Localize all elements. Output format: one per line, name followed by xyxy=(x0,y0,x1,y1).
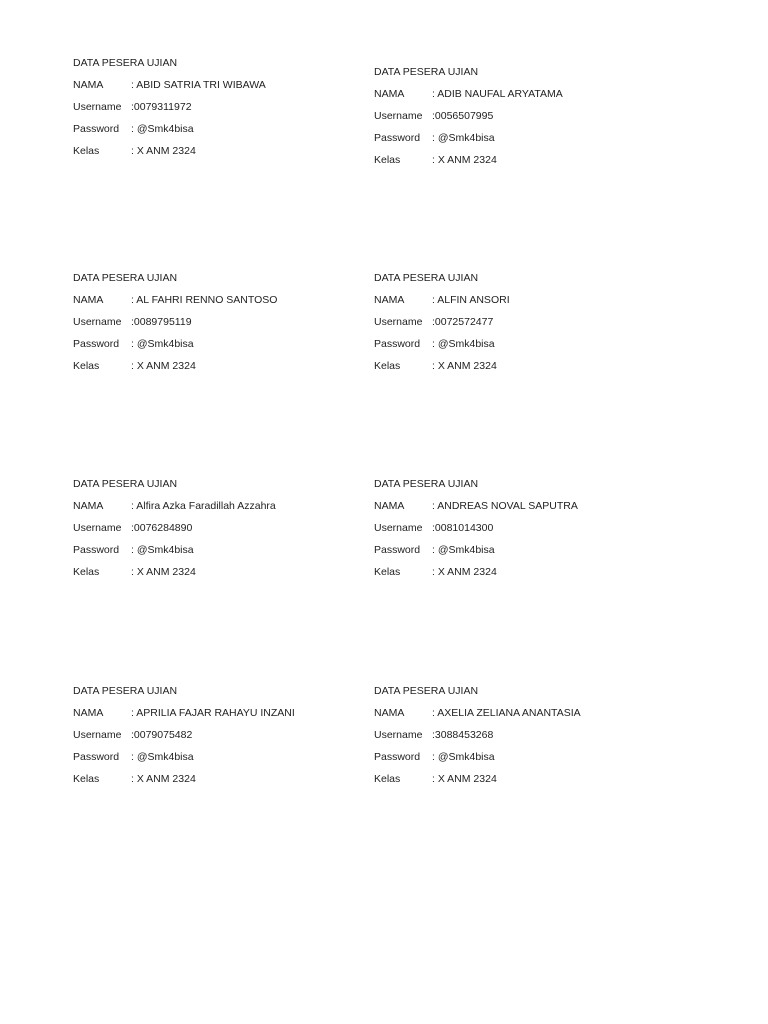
kelas-row xyxy=(374,768,674,790)
username-row xyxy=(374,105,674,127)
nama-label: NAMA xyxy=(374,88,405,100)
nama-row xyxy=(73,702,373,724)
nama-value: : ANDREAS NOVAL SAPUTRA xyxy=(432,500,578,512)
nama-value: : APRILIA FAJAR RAHAYU INZANI xyxy=(131,707,295,719)
kelas-value: : X ANM 2324 xyxy=(432,154,497,166)
kelas-value: : X ANM 2324 xyxy=(131,773,196,785)
username-label: Username xyxy=(374,110,423,122)
kelas-row xyxy=(73,355,373,377)
nama-value: : ALFIN ANSORI xyxy=(432,294,510,306)
exam-participant-card xyxy=(374,680,674,790)
card-title: DATA PESERA UJIAN xyxy=(374,272,479,284)
kelas-label: Kelas xyxy=(374,154,401,166)
nama-value: : ADIB NAUFAL ARYATAMA xyxy=(432,88,563,100)
nama-row xyxy=(73,495,373,517)
exam-participant-card xyxy=(73,267,373,377)
password-label: Password xyxy=(374,544,421,556)
kelas-label: Kelas xyxy=(73,773,100,785)
username-row xyxy=(73,96,373,118)
card-title: DATA PESERA UJIAN xyxy=(73,685,178,697)
username-label: Username xyxy=(73,101,122,113)
nama-value: : Alfira Azka Faradillah Azzahra xyxy=(131,500,276,512)
nama-label: NAMA xyxy=(73,79,104,91)
nama-row xyxy=(73,74,373,96)
kelas-value: : X ANM 2324 xyxy=(432,360,497,372)
username-value: :0079311972 xyxy=(131,101,192,113)
username-value: :0079075482 xyxy=(131,729,193,741)
nama-row xyxy=(374,289,674,311)
kelas-row xyxy=(374,561,674,583)
kelas-row xyxy=(374,149,674,171)
nama-row xyxy=(374,83,674,105)
username-label: Username xyxy=(374,522,423,534)
kelas-value: : X ANM 2324 xyxy=(432,566,497,578)
password-label: Password xyxy=(73,338,120,350)
password-row xyxy=(73,333,373,355)
password-value: : @Smk4bisa xyxy=(131,338,194,350)
nama-value: : ABID SATRIA TRI WIBAWA xyxy=(131,79,266,91)
exam-participant-card xyxy=(374,473,674,583)
username-row xyxy=(374,724,674,746)
password-row xyxy=(73,539,373,561)
card-title: DATA PESERA UJIAN xyxy=(374,685,479,697)
password-row xyxy=(73,746,373,768)
nama-label: NAMA xyxy=(73,707,104,719)
kelas-row xyxy=(73,768,373,790)
card-title: DATA PESERA UJIAN xyxy=(374,478,479,490)
exam-participant-card xyxy=(73,52,373,162)
username-label: Username xyxy=(73,522,122,534)
username-value: :0056507995 xyxy=(432,110,494,122)
nama-row xyxy=(374,495,674,517)
password-value: : @Smk4bisa xyxy=(432,132,495,144)
username-value: :0081014300 xyxy=(432,522,494,534)
username-row xyxy=(374,517,674,539)
password-label: Password xyxy=(73,544,120,556)
kelas-label: Kelas xyxy=(374,360,401,372)
kelas-value: : X ANM 2324 xyxy=(131,145,196,157)
kelas-label: Kelas xyxy=(73,566,100,578)
username-value: :0072572477 xyxy=(432,316,494,328)
username-row xyxy=(374,311,674,333)
username-label: Username xyxy=(73,316,122,328)
exam-participant-card xyxy=(73,680,373,790)
password-label: Password xyxy=(374,338,421,350)
password-value: : @Smk4bisa xyxy=(131,123,194,135)
exam-participant-card xyxy=(374,267,674,377)
exam-participant-card xyxy=(374,61,674,171)
username-label: Username xyxy=(374,729,423,741)
nama-value: : AXELIA ZELIANA ANANTASIA xyxy=(432,707,581,719)
username-value: :0076284890 xyxy=(131,522,193,534)
password-row xyxy=(374,127,674,149)
password-row xyxy=(73,118,373,140)
username-label: Username xyxy=(374,316,423,328)
nama-label: NAMA xyxy=(73,294,104,306)
card-title: DATA PESERA UJIAN xyxy=(73,272,178,284)
kelas-label: Kelas xyxy=(374,773,401,785)
password-value: : @Smk4bisa xyxy=(432,751,495,763)
username-value: :0089795119 xyxy=(131,316,192,328)
password-value: : @Smk4bisa xyxy=(131,544,194,556)
kelas-label: Kelas xyxy=(73,145,100,157)
kelas-row xyxy=(73,140,373,162)
username-row xyxy=(73,517,373,539)
card-title: DATA PESERA UJIAN xyxy=(73,57,178,69)
kelas-row xyxy=(374,355,674,377)
kelas-value: : X ANM 2324 xyxy=(131,566,196,578)
exam-participant-card xyxy=(73,473,373,583)
nama-row xyxy=(374,702,674,724)
kelas-value: : X ANM 2324 xyxy=(131,360,196,372)
nama-row xyxy=(73,289,373,311)
password-label: Password xyxy=(374,132,421,144)
password-value: : @Smk4bisa xyxy=(131,751,194,763)
password-value: : @Smk4bisa xyxy=(432,338,495,350)
kelas-value: : X ANM 2324 xyxy=(432,773,497,785)
username-value: :3088453268 xyxy=(432,729,494,741)
password-row xyxy=(374,746,674,768)
username-row xyxy=(73,724,373,746)
card-title: DATA PESERA UJIAN xyxy=(374,66,479,78)
nama-label: NAMA xyxy=(374,500,405,512)
nama-label: NAMA xyxy=(374,707,405,719)
kelas-label: Kelas xyxy=(374,566,401,578)
password-row xyxy=(374,333,674,355)
password-value: : @Smk4bisa xyxy=(432,544,495,556)
password-label: Password xyxy=(374,751,421,763)
card-title: DATA PESERA UJIAN xyxy=(73,478,178,490)
username-label: Username xyxy=(73,729,122,741)
nama-label: NAMA xyxy=(374,294,405,306)
username-row xyxy=(73,311,373,333)
nama-value: : AL FAHRI RENNO SANTOSO xyxy=(131,294,278,306)
password-row xyxy=(374,539,674,561)
nama-label: NAMA xyxy=(73,500,104,512)
password-label: Password xyxy=(73,751,120,763)
kelas-label: Kelas xyxy=(73,360,100,372)
password-label: Password xyxy=(73,123,120,135)
kelas-row xyxy=(73,561,373,583)
